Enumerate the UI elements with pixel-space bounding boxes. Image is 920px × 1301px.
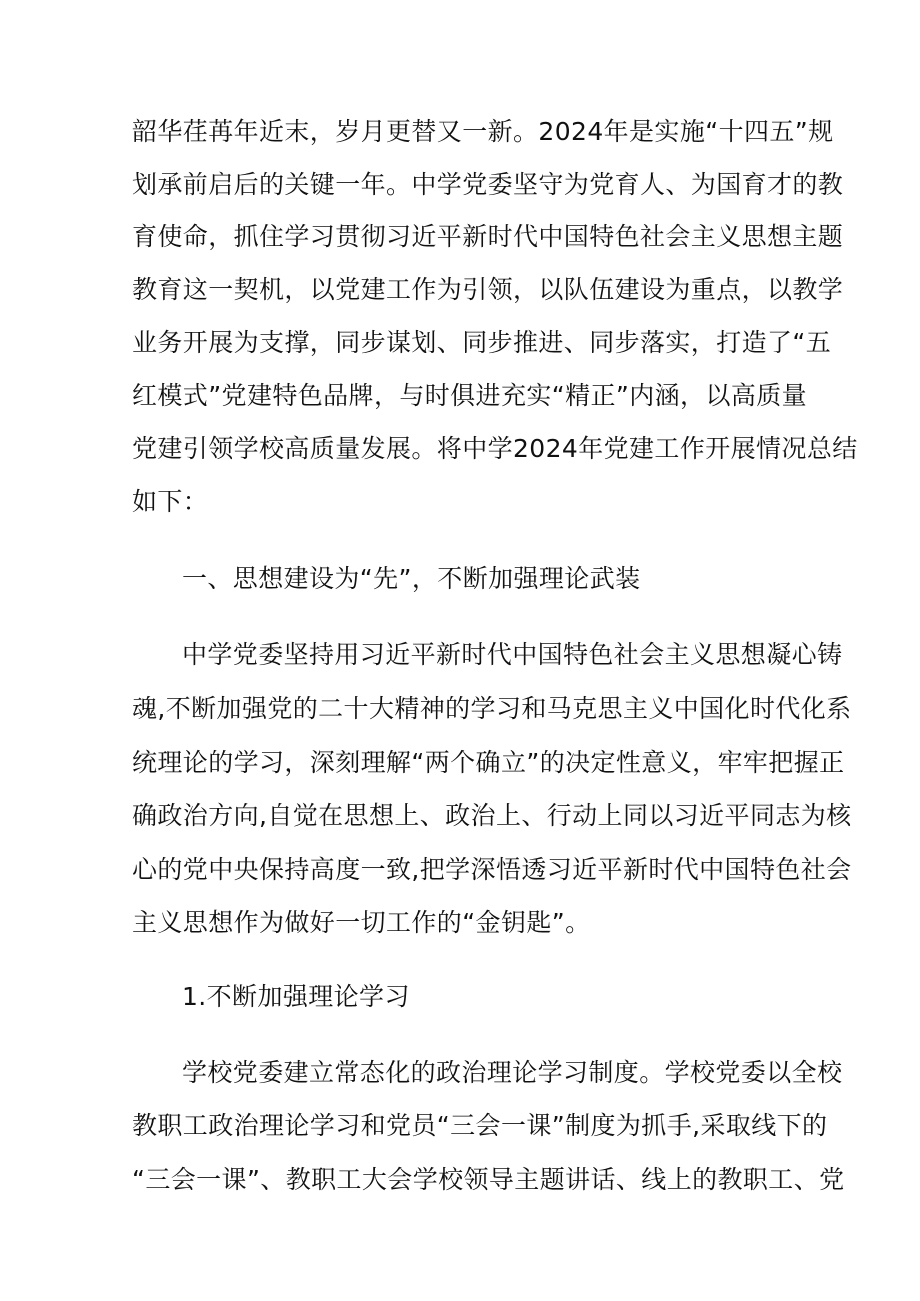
subsection-heading-1: 1.不断加强理论学习 (182, 982, 410, 1011)
intro-line-1: 韶华荏苒年近末，岁月更替又一新。2024年是实施“十四五”规 (132, 117, 834, 146)
subsection1-line-3: “三会一课”、教职工大会学校领导主题讲话、线上的教职工、党 (132, 1165, 845, 1194)
section1-line-4: 确政治方向,自觉在思想上、政治上、行动上同以习近平同志为核 (132, 801, 852, 830)
subsection1-line-1: 学校党委建立常态化的政治理论学习制度。学校党委以全校 (182, 1058, 843, 1087)
intro-line-6: 红模式”党建特色品牌，与时俱进充实“精正”内涵，以高质量 (132, 381, 808, 410)
intro-line-5: 业务开展为支撑，同步谋划、同步推进、同步落实，打造了“五 (132, 328, 832, 357)
intro-line-8: 如下： (132, 487, 209, 516)
intro-line-3: 育使命，抓住学习贯彻习近平新时代中国特色社会主义思想主题 (132, 222, 844, 251)
section1-line-2: 魂,不断加强党的二十大精神的学习和马克思主义中国化时代化系 (132, 694, 852, 723)
section1-line-3: 统理论的学习，深刻理解“两个确立”的决定性意义，牢牢把握正 (132, 748, 845, 777)
section1-line-6: 主义思想作为做好一切工作的“金钥匙”。 (132, 908, 591, 937)
section-heading-1: 一、思想建设为“先”，不断加强理论武装 (182, 564, 641, 593)
intro-line-2: 划承前启后的关键一年。中学党委坚守为党育人、为国育才的教 (132, 170, 844, 199)
intro-line-4: 教育这一契机，以党建工作为引领，以队伍建设为重点，以教学 (132, 275, 844, 304)
intro-line-7: 党建引领学校高质量发展。将中学2024年党建工作开展情况总结 (132, 434, 858, 463)
section1-line-5: 心的党中央保持高度一致,把学深悟透习近平新时代中国特色社会 (132, 855, 852, 884)
section1-line-1: 中学党委坚持用习近平新时代中国特色社会主义思想凝心铸 (182, 640, 843, 669)
subsection1-line-2: 教职工政治理论学习和党员“三会一课”制度为抓手,采取线下的 (132, 1111, 828, 1140)
